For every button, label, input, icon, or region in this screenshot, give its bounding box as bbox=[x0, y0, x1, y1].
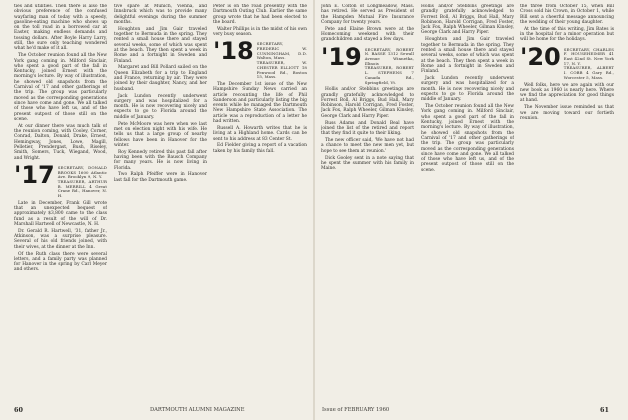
col2-paragraph: Two Ralph Pfeiffer were in Hanover last fall for the Dartmouth game. bbox=[114, 172, 207, 183]
right-page-number: 61 bbox=[600, 406, 609, 414]
treasurer-line: TREASURER, W. CHESTER ELLIOTT 18 Fenwood Rd., Boston 15, Mass. bbox=[256, 60, 307, 80]
secretary-line: SECRETARY, FREDERIC W. CUNNINGHAM, D.D. Walton, Mass. bbox=[256, 41, 307, 61]
class-officers bbox=[58, 164, 107, 199]
col3-paragraph: Ed Fielder giving a report of a vacation taken by his family this fall. bbox=[213, 143, 307, 154]
col6-paragraph: Well folks, here we are again with our new book as 1960 is nearly here. Where we find the appreciation for good things at hand. bbox=[520, 82, 614, 104]
col4-paragraph: Russ Adams and Donald Beal have joined the list of the retired and report that they find it quite to their liking. bbox=[321, 120, 414, 137]
right-page-footer: Issue of FEBRUARY 1960 bbox=[322, 407, 390, 413]
column-1 bbox=[14, 4, 107, 400]
col2-paragraph: tive spare at Munich, Vienna, and Innsbruck which was to provide many delightful evenings during the summer months. bbox=[114, 4, 207, 25]
col2-paragraph: Jack Lundon recently underwent surgery and was hospitalized for a month. He is now recovering nicely and expects to go to Florida around the middle of January. bbox=[114, 93, 207, 120]
col2-paragraph: Margaret and Bill Pollard sailed on the Queen Elizabeth for a trip to England and France, returning by air. They were joined by their daughter, Nancy, and her husband. bbox=[114, 65, 207, 92]
class-year-number: '19 bbox=[321, 42, 362, 71]
col3-paragraph: The December 1st issue of the New Hampshire Sunday News carried an article recounting the life of Phil Sanderson and particularly listing the big events while he managed the Dartmouth New Hampshire State Association. The article was a reproduction of a letter he had written. bbox=[213, 82, 307, 125]
col4-paragraph: Hollis and/or Stebbins greetings are grandly gratefully acknowledged to Forrest Boll, Al Briggs, Bud Hall, Mary Robinson, Harold Corrigan, Fred Foster, Jack Fox, Ralph Wheeler, Gilman Kinsley, George Clark and Harry Piper. bbox=[321, 87, 414, 119]
class-section-header bbox=[321, 42, 414, 86]
col3-paragraph: Walter Phillips is in the midst of his own very busy season. bbox=[213, 26, 307, 38]
left-page-number: 60 bbox=[14, 406, 23, 414]
treasurer-line: TREASURER, ROBERT L. STEPHENS 7 Canada Rd., Springfield, Vt. bbox=[364, 65, 414, 85]
class-officers bbox=[257, 40, 307, 80]
col5-paragraph: Hollis and/or Stebbins greetings are grandly gratefully acknowledged to Forrest Boll, Al Briggs, Bud Hall, Mary Robinson, Harold Corrigan, Fred Foster, Jack Fox, Ralph Wheeler, Gilman Kinsley, George Clark and Harry Piper. bbox=[421, 4, 514, 36]
col5-paragraph: Houghton and Jim Gair traveled together to Bermuda in the spring. They rented a small house there and stayed several weeks, some of which was spent at the beach. They then spent a week in Rome and a fortnight in Sweden and Finland. bbox=[421, 37, 514, 75]
col1-paragraph: Dr. Gerald R. Hartwell, '31, father Jr., Atkinson, was a surprise pleasure. Several of his old friends joined, with their wives, at the dinner at the Inn. bbox=[14, 228, 107, 250]
col4-paragraph: John E. Colton of Longmeadow, Mass. has retired. He served as President of the Hampden Mutual Fire Insurance Company for twenty years. bbox=[321, 4, 414, 25]
col1-paragraph: ties and utilities. Then there is also the obvious preference of the confused wayfaring man of today with a speedy, gasoline-eating machine who shows up on the toll road in a borrowed car at Easter, making endless demands and tossing dollars. After Boyle Harry Larry, still, the sure only teaching wondered what he'd make of it all. bbox=[14, 4, 107, 52]
column-3 bbox=[213, 4, 307, 400]
class-year-number: '18 bbox=[213, 37, 254, 66]
secretary-line: SECRETARY, CHARLES F. HOUSEHEIMER 41 East 42nd St. New York 17, N. Y. bbox=[563, 46, 614, 66]
col6-paragraph: the three from October 15, when Bill Cross sold his Crown, in October 1, while Bill sent a cheerful message announcing the wedding of their young daughter. bbox=[520, 4, 614, 25]
col3-paragraph: Russell A. Howarth writes that he is living at a Highland home. Cards can be sent to his address at 83 Center St. bbox=[213, 125, 307, 142]
col4-paragraph: Pete and Elaine Brown were at the Homecoming weekend with their grandchildren and stayed a few days. bbox=[321, 26, 414, 43]
class-officers bbox=[365, 46, 414, 86]
col1-paragraph: At our dinner there was much talk of the reunion coming, with Cooley, Corner, Conrad, Dalton, Donald, Drake, Ernest, Hemingway, Jones, Lowe, Magill, Pelletier, Prendergast, Bush, Riseley, Smith, Somers, Tuck, Wiegand, Wood, and Wright. bbox=[14, 123, 107, 161]
column-5 bbox=[421, 4, 514, 400]
col5-paragraph: Jack Lundon recently underwent surgery and was hospitalized for a month. He is now recovering nicely and expects to go to Florida around the middle of January. bbox=[421, 76, 514, 103]
class-section-header bbox=[14, 160, 107, 199]
column-2 bbox=[114, 4, 207, 400]
left-page-footer: DARTMOUTH ALUMNI MAGAZINE bbox=[150, 407, 245, 413]
col2-paragraph: Houghton and Jim Gair traveled together to Bermuda in the spring. They rented a small house there and stayed several weeks, some of which was spent at the beach. They then spent a week in Rome and a fortnight in Sweden and Finland. bbox=[114, 26, 207, 64]
col1-paragraph: Of the Ruth class there were several letters, and a family party was planned for Hanover in the spring by Carl Meyer and others. bbox=[14, 251, 107, 273]
column-4 bbox=[321, 4, 414, 400]
treasurer-line: TREASURER, ALBERT I. COBB 4 Gary Rd., Worcester 5, Mass. bbox=[563, 65, 614, 80]
col4-paragraph: The new officer said, 'We have not had a chance to meet the new men yet, but hope to see them at reunion.' bbox=[321, 138, 414, 154]
col2-paragraph: Pete McMoore was here when we last met on election night with his wife. He tells us that a large group of nearby fellows have been in Hanover for the winter. bbox=[114, 121, 207, 148]
treasurer-line: TREASURER, ARTHUR B. MERRILL 4 Great Crane Rd., Hanover, N. H. bbox=[57, 178, 107, 199]
class-section-header bbox=[520, 42, 614, 81]
col1-paragraph: Late in December, Frank Gill wrote that an unexpected bequest of approximately $3,800 came to the class fund as a result of the will of Dr. Marshall Hartwell of Newcastle, N. H. bbox=[14, 200, 107, 227]
col1-paragraph: The October reunion found all the New York gang coming in. Milford Sinclair, who spent a good part of the fall in Kentucky, joined Ernest with the morning's lecture. By way of illustration, he showed old snapshots from the Carnival of '17 and other gatherings of the trip. The group was particularly moved as the corresponding generations since have come and gone. We all talked of those who have left us, and of the present outpost of those still on the scene. bbox=[14, 53, 107, 122]
page-gutter bbox=[313, 0, 315, 420]
col3-paragraph: Peter is on the road presently with the Dartmouth Outing Club. Earlier the same group wrote that he had been elected to the board. bbox=[213, 4, 307, 25]
col6-paragraph: At the time of this writing, Jim Bates is in the hospital for a minor operation but will be home for the holidays. bbox=[520, 26, 614, 43]
col4-paragraph: Dick Gooley sent in a note saying that he spent the summer with his family in Maine. bbox=[321, 155, 414, 172]
col6-paragraph: The November issue reminded us that we are moving toward our fortieth reunion. bbox=[520, 105, 614, 121]
col2-paragraph: Roy Kennedy retired this past fall after having been with the Bausch Company for many years. He is now living in Florida. bbox=[114, 149, 207, 171]
column-6 bbox=[520, 4, 614, 400]
class-officers bbox=[564, 46, 614, 81]
secretary-line: SECRETARY, ROBERT N. BASSE 1312 Sewall Avenue Winnetka, Illinois bbox=[364, 46, 414, 66]
class-section-header bbox=[213, 37, 307, 80]
class-year-number: '17 bbox=[14, 160, 55, 189]
secretary-line: SECRETARY, DONALD BROOKS 1600 Atlantic Ave. Brooklyn 9, N. Y. bbox=[57, 164, 107, 180]
col5-paragraph: The October reunion found all the New York gang coming in. Milford Sinclair, who spent a good part of the fall in Kentucky, joined Ernest with the morning's lecture. By way of illustration, he showed old snapshots from the Carnival of '17 and other gatherings of the trip. The group was particularly moved as the corresponding generations since have come and gone. We all talked of those who have left us, and of the present outpost of those still on the scene. bbox=[421, 104, 514, 173]
class-year-number: '20 bbox=[520, 42, 561, 71]
